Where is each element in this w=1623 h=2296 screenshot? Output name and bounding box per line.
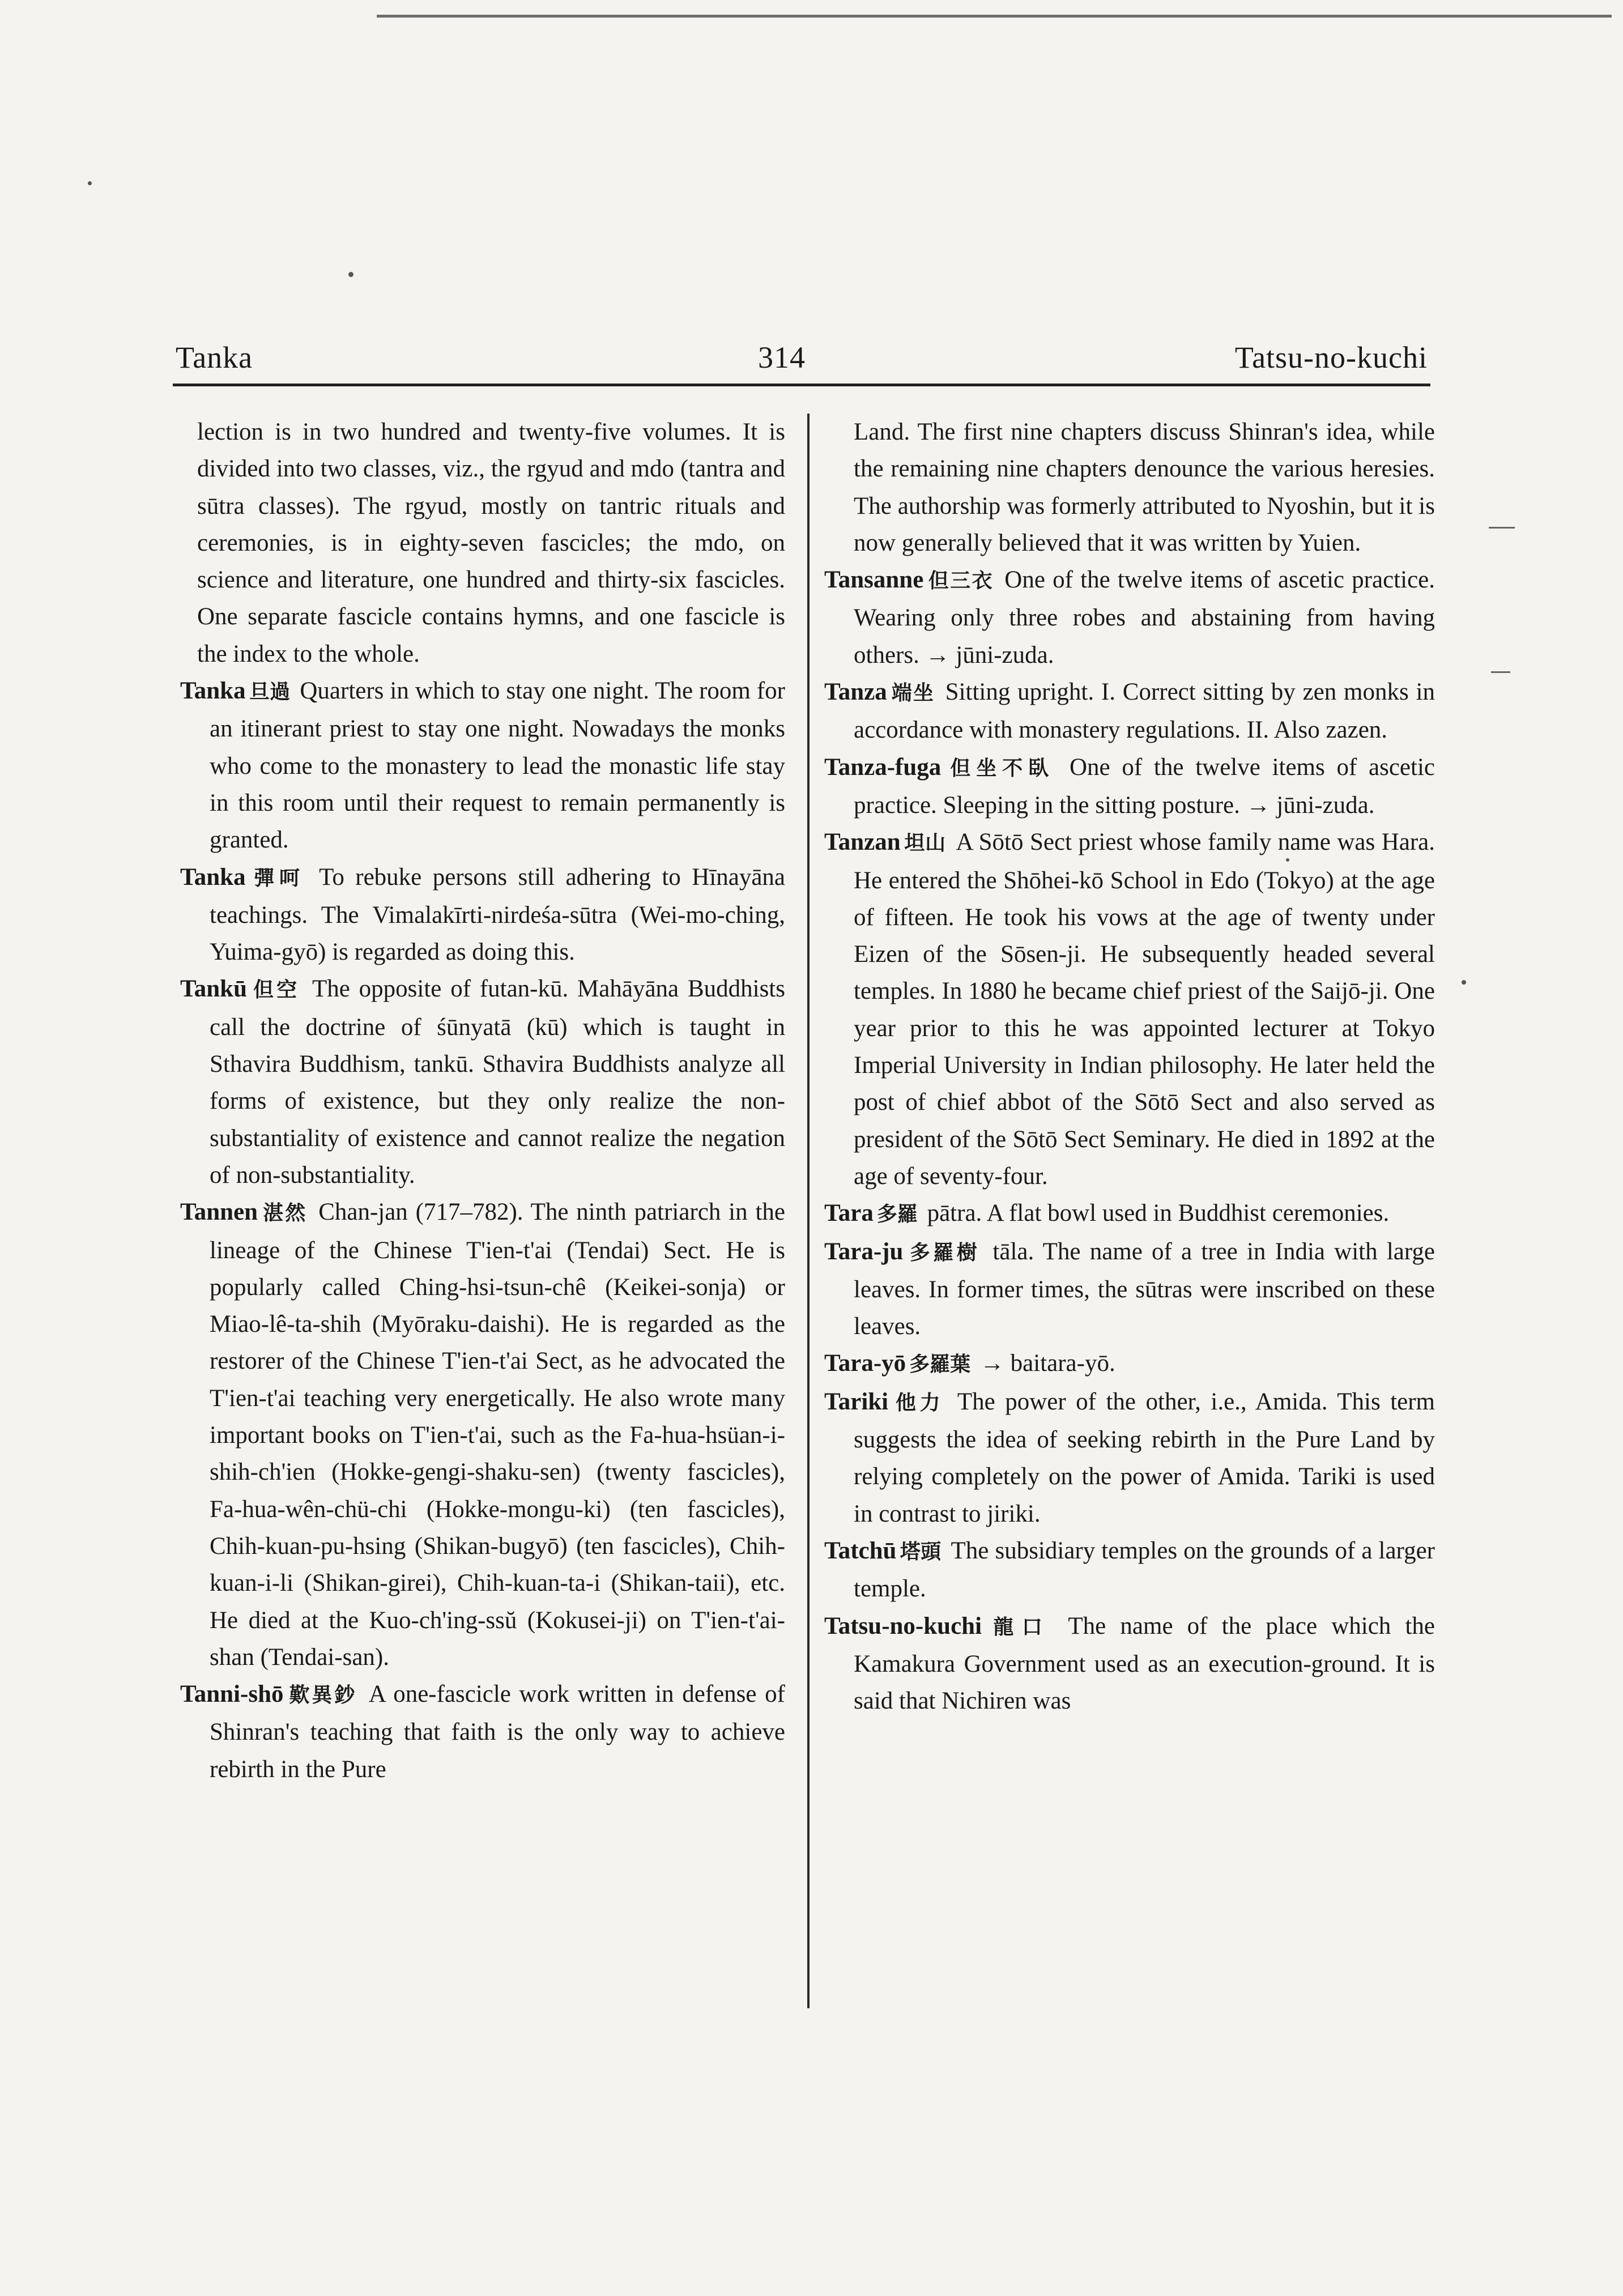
entry-headword: Tansanne	[824, 566, 924, 594]
entry-definition: A one-fascicle work written in defense of Shinran's teaching that faith is the only way to achieve rebirth in the Pure	[210, 1681, 785, 1783]
entry-headword: Tara-ju	[824, 1238, 904, 1265]
entry-definition: One of the twelve items of ascetic practice. Sleeping in the sitting posture. → jūni-zuda.	[854, 753, 1435, 819]
scan-edge-line	[377, 15, 1612, 18]
dictionary-entry	[824, 1532, 1435, 1608]
entry-headword: Tanza-fuga	[824, 753, 942, 781]
entry-definition: Quarters in which to stay one night. The room for an itinerant priest to stay one night. Nowadays the monks who come to the monastery to lead the monastic life stay in this room until their request to remain permanently is granted.	[210, 678, 785, 854]
entry-kanji: 多羅	[876, 1203, 918, 1226]
entry-kanji: 旦過	[249, 680, 291, 704]
entry-headword: Tatsu-no-kuchi	[824, 1612, 982, 1639]
entry-headword: Tanka	[180, 863, 246, 891]
entry-headword: Tariki	[824, 1388, 889, 1415]
dictionary-entry	[824, 1233, 1435, 1345]
entry-definition: The opposite of futan-kū. Mahāyāna Buddhists call the doctrine of śūnyatā (kū) which is taught in Sthavira Buddhism, tankū. Sthavira Buddhists analyze all forms of existence, but they only realize the non-substantiality of existence and cannot realize the negation of non-substantiality.	[210, 976, 785, 1189]
entry-kanji: 坦山	[904, 832, 946, 855]
dictionary-entry	[824, 1345, 1435, 1383]
dictionary-entry	[180, 1194, 785, 1676]
scan-speck	[1462, 980, 1466, 985]
entry-headword: Tara-yō	[824, 1350, 906, 1377]
left-column	[180, 414, 785, 1788]
entry-definition: The name of the place which the Kamakura Government used as an execution-ground. It is said that Nichiren was	[854, 1612, 1435, 1715]
entry-kanji: 但坐不臥	[944, 756, 1055, 780]
dictionary-entry	[824, 1383, 1435, 1532]
entry-definition: → baitara-yō.	[979, 1350, 1115, 1377]
entry-headword: Tanka	[180, 678, 246, 705]
entry-definition: Chan-jan (717–782). The ninth patriarch in the lineage of the Chinese T'ien-t'ai (Tendai) Sect. He is popularly called Ching-hsi-tsun-chê (Keikei-sonja) or Miao-lê-ta-shih (Myōraku-daishi). He is regarded as the restorer of the Chinese T'ien-t'ai Sect, as he advocated the T'ien-t'ai teaching very energetically. He also wrote many important books on T'ien-t'ai, such as the Fa-hua-hsüan-i-shih-ch'ien (Hokke-gengi-shaku-sen) (twenty fascicles), Fa-hua-wên-chü-chi (Hokke-mongu-ki) (ten fascicles), Chih-kuan-pu-hsing (Shikan-bugyō) (ten fascicles), Chih-kuan-i-li (Shikan-girei), Chih-kuan-ta-i (Shikan-taii), etc. He died at the Kuo-ch'ing-ssŭ (Kokusei-ji) on T'ien-t'ai-shan (Tendai-san).	[210, 1199, 785, 1671]
entry-headword: Tatchū	[824, 1537, 897, 1564]
entry-kanji: 塔頭	[900, 1540, 942, 1564]
dictionary-entry	[180, 672, 785, 858]
dictionary-entry	[180, 970, 785, 1194]
right-column	[824, 414, 1435, 1719]
entry-definition: The subsidiary temples on the grounds of a larger temple.	[854, 1537, 1435, 1603]
entry-kanji: 歎異鈔	[287, 1684, 357, 1707]
running-head-right: Tatsu-no-kuchi	[1234, 340, 1428, 374]
running-head-left: Tanka	[176, 340, 253, 374]
page-number: 314	[758, 340, 806, 374]
entry-kanji: 彈呵	[249, 866, 305, 890]
dictionary-entry	[824, 824, 1435, 1195]
dictionary-entry	[180, 1676, 785, 1788]
dictionary-entry	[824, 1195, 1435, 1233]
dictionary-entry	[824, 674, 1435, 749]
column-divider	[807, 414, 810, 2008]
entry-kanji: 端坐	[890, 681, 935, 705]
entry-headword: Tankū	[180, 976, 247, 1003]
dictionary-entry	[824, 749, 1435, 824]
scan-speck	[88, 181, 92, 185]
continued-entry-text: Land. The first nine chapters discuss Shinran's idea, while the remaining nine chapters denounce the various heresies. The authorship was formerly attributed to Nyoshin, but it is now generally believed that it was written by Yuien.	[854, 419, 1435, 556]
entry-kanji: 但三衣	[927, 569, 994, 593]
continued-entry-text: lection is in two hundred and twenty-five volumes. It is divided into two classes, viz., the rgyud and mdo (tantra and sūtra classes). The rgyud, mostly on tantric rituals and ceremonies, is in eighty-seven fascicles; the mdo, on science and literature, one hundred and thirty-six fascicles. One separate fascicle contains hymns, and one fascicle is the index to the whole.	[197, 419, 785, 667]
header-rule	[173, 384, 1430, 386]
entry-definition: A Sōtō Sect priest whose family name was Hara. He entered the Shōhei-kō School in Edo (Tokyo) at the age of fifteen. He took his vows at the age of twenty under Eizen of the Sōsen-ji. He subsequently headed several temples. In 1880 he became chief priest of the Saijō-ji. One year prior to this he was appointed lecturer at Tokyo Imperial University in Indian philosophy. He later held the post of chief abbot of the Sōtō Sect and also served as president of the Sōtō Sect Seminary. He died in 1892 at the age of seventy-four.	[854, 829, 1435, 1190]
entry-headword: Tanza	[824, 679, 887, 706]
entry-kanji: 但空	[250, 978, 300, 1002]
scan-margin-mark	[1489, 527, 1515, 529]
entry-definition: tāla. The name of a tree in India with large leaves. In former times, the sūtras were inscribed on these leaves.	[854, 1238, 1435, 1340]
entry-kanji: 多羅樹	[906, 1241, 981, 1264]
entry-definition: One of the twelve items of ascetic practice. Wearing only three robes and abstaining from having others. → jūni-zuda.	[854, 566, 1435, 668]
entry-definition: pātra. A flat bowl used in Buddhist ceremonies.	[927, 1200, 1390, 1227]
entry-kanji: 他力	[892, 1391, 944, 1415]
entry-headword: Tara	[824, 1200, 874, 1227]
dictionary-entry	[180, 859, 785, 971]
entry-definition: To rebuke persons still adhering to Hīnayāna teachings. The Vimalakīrti-nirdeśa-sūtra (Wei-mo-ching, Yuima-gyō) is regarded as doing this.	[210, 863, 785, 966]
entry-headword: Tanzan	[824, 829, 901, 856]
entry-kanji: 龍口	[985, 1615, 1051, 1639]
entry-headword: Tannen	[180, 1199, 258, 1226]
dictionary-entry	[824, 561, 1435, 674]
entry-headword: Tanni-shō	[180, 1681, 284, 1708]
scan-speck	[348, 272, 353, 277]
entry-definition: The power of the other, i.e., Amida. This term suggests the idea of seeking rebirth in the Pure Land by relying completely on the power of Amida. Tariki is used in contrast to jiriki.	[854, 1388, 1435, 1527]
dictionary-entry	[824, 1608, 1435, 1720]
entry-kanji: 湛然	[261, 1202, 308, 1225]
entry-kanji: 多羅葉	[909, 1353, 971, 1377]
entry-definition: Sitting upright. I. Correct sitting by zen monks in accordance with monastery regulations. II. Also zazen.	[854, 679, 1435, 744]
scan-margin-mark	[1491, 671, 1510, 673]
